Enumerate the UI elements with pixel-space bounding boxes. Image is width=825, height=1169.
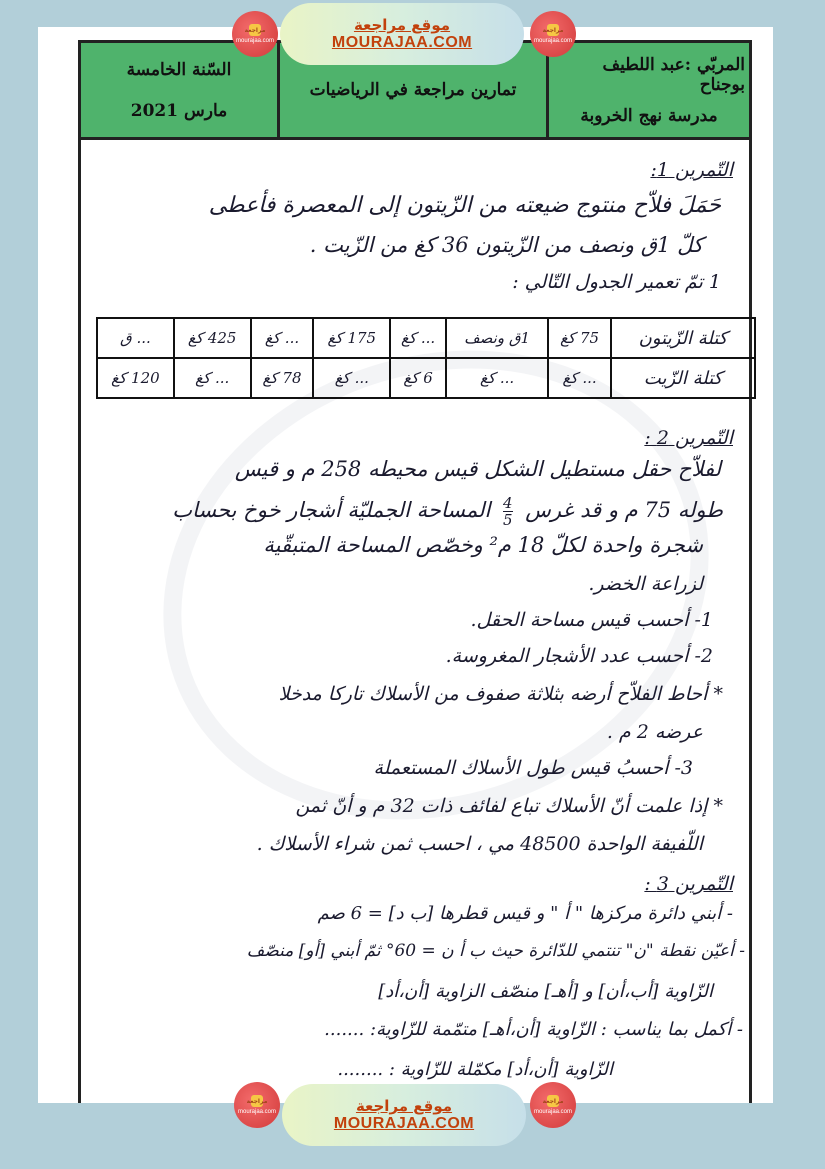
oil-mass-header: كتلة الزّيت	[611, 358, 755, 398]
worksheet-title: تمارين مراجعة في الرياضيات	[309, 80, 517, 100]
exercise-1-line: كلّ 1ق ونصف من الزّيتون 36 كغ من الزّيت .	[309, 233, 703, 257]
table-row-oil	[97, 358, 755, 398]
exercise-2-line: عرضه 2 م .	[606, 721, 703, 743]
logo-mark	[542, 24, 564, 36]
logo-text: mourajaa.com	[533, 1109, 572, 1115]
exercise-2-line: * إذا علمت أنّ الأسلاك تباع لفائف ذات 32 م و أنّ ثمن	[295, 795, 723, 817]
site-domain: MOURAJAA.COM	[333, 1115, 475, 1132]
site-logo-icon[interactable]	[232, 11, 278, 57]
table-cell: 175 كغ	[313, 318, 390, 358]
site-logo-icon[interactable]	[234, 1082, 280, 1128]
worksheet-page	[38, 27, 773, 1103]
exercise-2-line: 2- أحسب عدد الأشجار المغروسة.	[445, 645, 713, 667]
exercise-2-line: * أحاط الفلاّح أرضه بثلاثة صفوف من الأسلاك تاركا مدخلا	[278, 683, 723, 705]
logo-badge-text: مراجعة	[244, 26, 266, 34]
teacher-name: المربّي :عبد اللطيف بوجناح	[602, 54, 745, 95]
exercise-2-line: شجرة واحدة لكلّ 18 م² وخصّص المساحة المتبقّية	[263, 533, 703, 557]
exercise-3-line: الزّاوية [أب،أن] و [أهـ] منصّف الزاوية [أن،أد]	[378, 981, 713, 1002]
header-grade-cell	[81, 43, 277, 137]
date-label: مارس 2021	[130, 100, 228, 121]
logo-mark	[244, 24, 266, 36]
table-cell: ... كغ	[174, 358, 251, 398]
logo-badge-text: مراجعة	[542, 1097, 564, 1105]
olive-mass-header: كتلة الزّيتون	[611, 318, 755, 358]
exercise-2-text: المساحة الجمليّة أشجار خوخ بحساب	[172, 498, 491, 522]
exercise-1-line: 1 تمّ تعمير الجدول التّالي :	[512, 271, 721, 293]
site-logo-icon[interactable]	[530, 1082, 576, 1128]
exercise-3-line: - أكمل بما يناسب : الزّاوية [أن،أهـ] متمّمة للزّاوية: .......	[324, 1019, 743, 1040]
table-cell: 78 كغ	[251, 358, 314, 398]
logo-badge-text: مراجعة	[542, 26, 564, 34]
table-cell: 425 كغ	[174, 318, 251, 358]
header-teacher-cell	[546, 43, 749, 137]
grade-label: السّنة الخامسة	[126, 59, 232, 80]
school-name: مدرسة نهج الخروبة	[580, 105, 718, 126]
exercise-2-line: لزراعة الخضر.	[588, 573, 703, 595]
exercise-3-line: الزّاوية [أن،أد] مكمّلة للزّاوية : ........	[337, 1059, 613, 1080]
logo-mark	[246, 1095, 268, 1107]
fraction-denominator: 5	[503, 511, 513, 529]
table-row-olive	[97, 318, 755, 358]
exercise-3-title: التّمرين 3 :	[644, 873, 733, 895]
logo-text: mourajaa.com	[533, 38, 572, 44]
site-badge-top[interactable]	[280, 3, 524, 65]
logo-mark	[542, 1095, 564, 1107]
logo-badge-text: مراجعة	[246, 1097, 268, 1105]
logo-text: mourajaa.com	[235, 38, 274, 44]
site-logo-icon[interactable]	[530, 11, 576, 57]
site-domain: MOURAJAA.COM	[331, 34, 473, 51]
site-badge-bottom[interactable]	[282, 1084, 526, 1146]
exercise-2-text: طوله 75 م و قد غرس	[525, 498, 723, 522]
exercise-2-title: التّمرين 2 :	[644, 427, 733, 449]
exercise-2-line: 3- أحسبُ قيس طول الأسلاك المستعملة	[373, 757, 693, 779]
fraction	[503, 495, 513, 528]
olive-oil-table	[96, 317, 756, 399]
table-cell: 6 كغ	[390, 358, 446, 398]
table-cell: ... كغ	[390, 318, 446, 358]
site-name-ar: موقع مراجعة	[355, 1097, 453, 1115]
site-name-ar: موقع مراجعة	[353, 16, 451, 34]
fraction-numerator: 4	[503, 494, 513, 512]
table-cell: 75 كغ	[548, 318, 611, 358]
table-cell: ... كغ	[446, 358, 548, 398]
logo-text: mourajaa.com	[237, 1109, 276, 1115]
exercise-2-line-with-fraction	[172, 495, 723, 528]
exercise-2-line: اللّفيفة الواحدة 48500 مي ، احسب ثمن شراء الأسلاك .	[256, 833, 703, 855]
exercise-3-line: - أعيّن نقطة "ن" تنتمي للدّائرة حيث ب أ ن = 60° ثمّ أبني [أو] منصّف	[246, 941, 745, 961]
exercise-1-line: حَمَلَ فلاّح منتوج ضيعته من الزّيتون إلى المعصرة فأعطى	[208, 193, 721, 218]
exercise-1-title: التّمرين 1:	[650, 159, 733, 181]
exercise-2-line: لفلاّح حقل مستطيل الشكل قيس محيطه 258 م و قيس	[234, 457, 721, 481]
table-cell: ... كغ	[313, 358, 390, 398]
table-cell: 1ق ونصف	[446, 318, 548, 358]
exercise-3-line: - أبني دائرة مركزها " أ " و قيس قطرها [ب د] = 6 صم	[317, 903, 733, 924]
exercise-2-line: 1- أحسب قيس مساحة الحقل.	[470, 609, 713, 631]
table-cell: ... كغ	[548, 358, 611, 398]
table-cell: ... كغ	[251, 318, 314, 358]
table-cell: ... ق	[97, 318, 174, 358]
table-cell: 120 كغ	[97, 358, 174, 398]
